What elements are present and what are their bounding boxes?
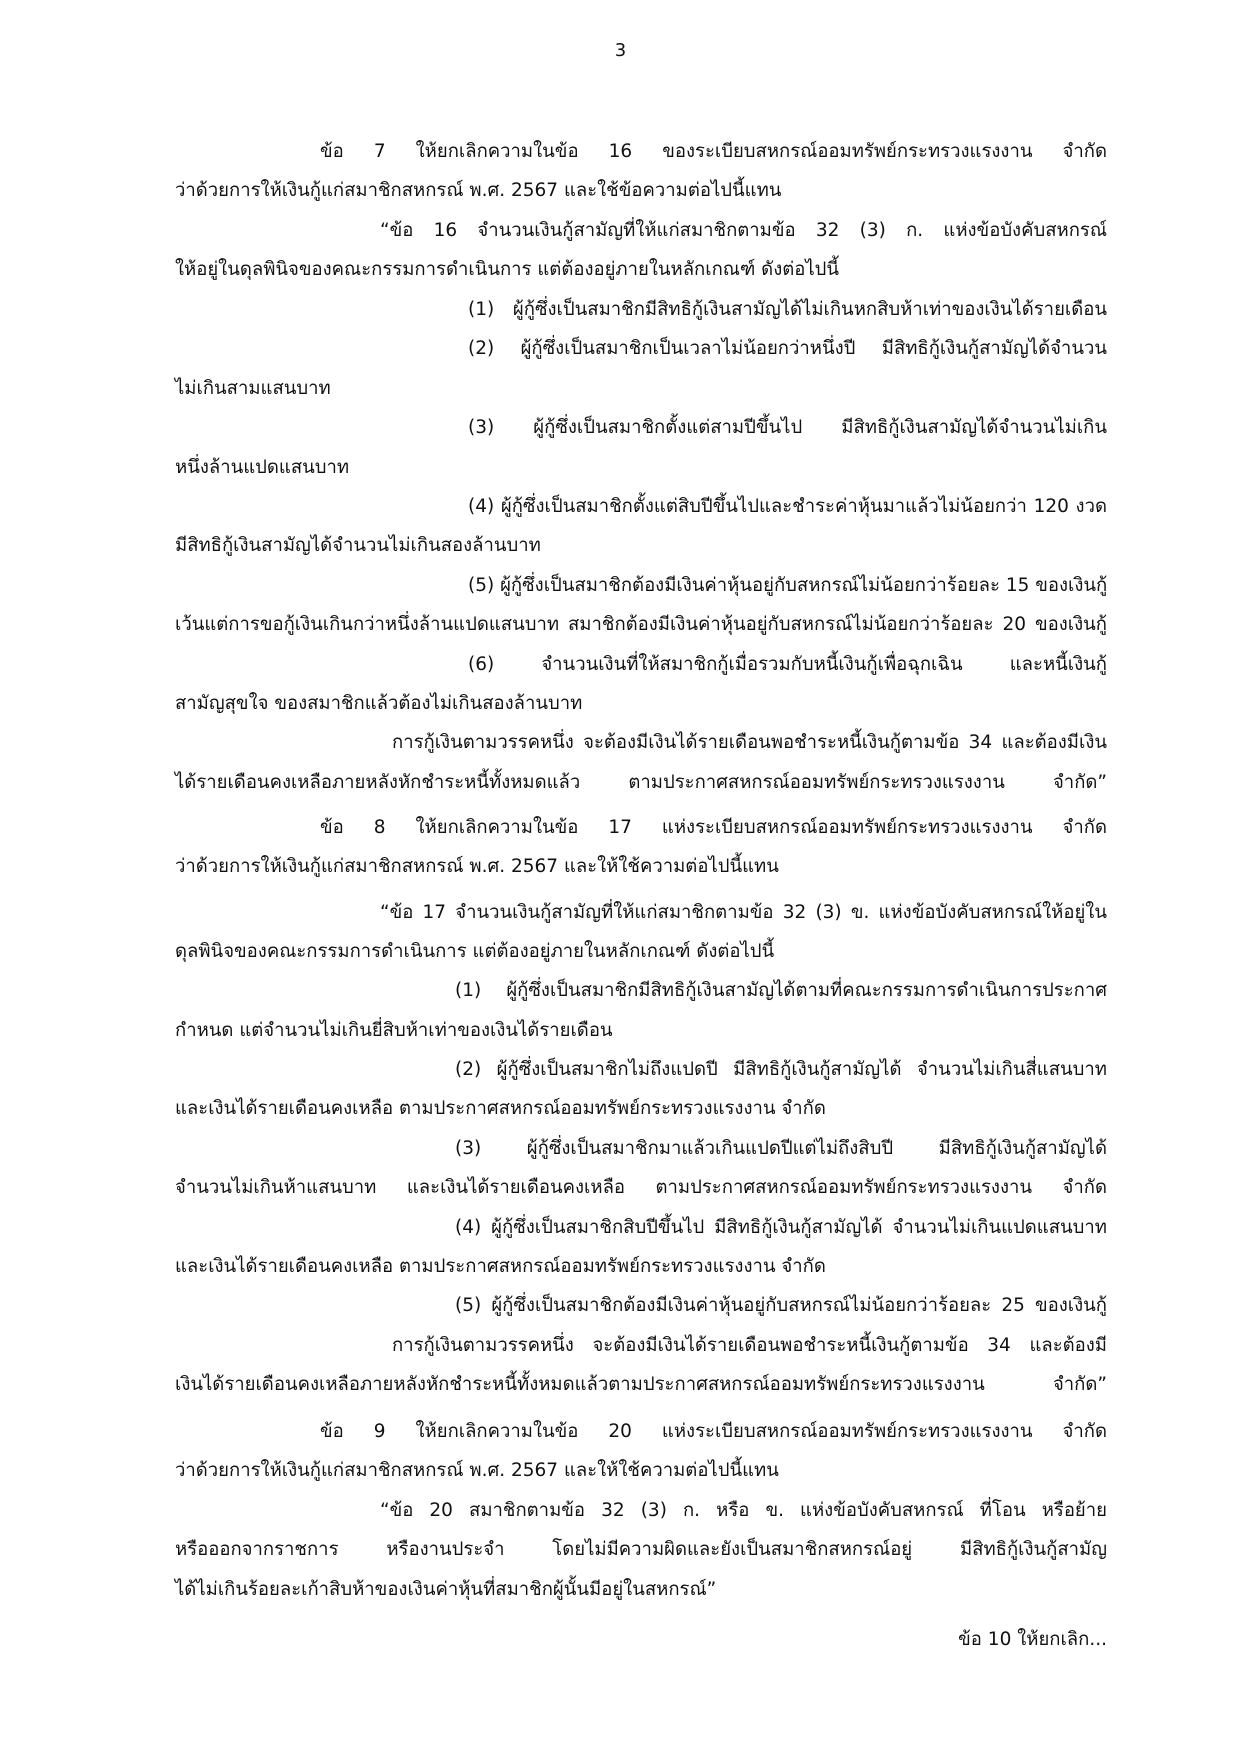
article7-item2-line1: (2) ผู้กู้ซึ่งเป็นสมาชิกเป็นเวลาไม่น้อยกว่าหนึ่งปี มีสิทธิกู้เงินกู้สามัญได้จำนวน xyxy=(468,338,1107,359)
article8-item2-line2: และเงินได้รายเดือนคงเหลือ ตามประกาศสหกรณ์ออมทรัพย์กระทรวงแรงงาน จำกัด xyxy=(175,1098,826,1119)
article7-item4-line1: (4) ผู้กู้ซึ่งเป็นสมาชิกตั้งแต่สิบปีขึ้นไปและชำระค่าหุ้นมาแล้วไม่น้อยกว่า 120 งวด xyxy=(468,496,1107,517)
article9-quote-line1: “ข้อ 20 สมาชิกตามข้อ 32 (3) ก. หรือ ข. แห่งข้อบังคับสหกรณ์ ที่โอน หรือย้าย xyxy=(380,1500,1107,1521)
article7-item4-line2: มีสิทธิกู้เงินสามัญได้จำนวนไม่เกินสองล้านบาท xyxy=(175,535,541,556)
article7-quote-line2: ให้อยู่ในดุลพินิจของคณะกรรมการดำเนินการ แต่ต้องอยู่ภายในหลักเกณฑ์ ดังต่อไปนี้ xyxy=(175,259,840,280)
article9-line2: ว่าด้วยการให้เงินกู้แก่สมาชิกสหกรณ์ พ.ศ. 2567 และให้ใช้ความต่อไปนี้แทน xyxy=(175,1460,779,1481)
article7-item1: (1) ผู้กู้ซึ่งเป็นสมาชิกมีสิทธิกู้เงินสามัญได้ไม่เกินหกสิบห้าเท่าของเงินได้รายเดือน xyxy=(468,299,1107,320)
article8-item1-line2: กำหนด แต่จำนวนไม่เกินยี่สิบห้าเท่าของเงินได้รายเดือน xyxy=(175,1020,613,1041)
article7-item2-line2: ไม่เกินสามแสนบาท xyxy=(175,378,331,399)
page-number: 3 xyxy=(614,40,627,61)
article7-item5-line1: (5) ผู้กู้ซึ่งเป็นสมาชิกต้องมีเงินค่าหุ้นอยู่กับสหกรณ์ไม่น้อยกว่าร้อยละ 15 ของเงินกู้ xyxy=(468,575,1108,596)
article7-tail-line1: การกู้เงินตามวรรคหนึ่ง จะต้องมีเงินได้รายเดือนพอชำระหนี้เงินกู้ตามข้อ 34 และต้องมีเงิน xyxy=(392,732,1107,753)
article7-tail-line2: ได้รายเดือนคงเหลือภายหลังหักชำระหนี้ทั้งหมดแล้ว ตามประกาศสหกรณ์ออมทรัพย์กระทรวงแรงงาน จำกัด” xyxy=(175,772,1107,793)
article7-line2: ว่าด้วยการให้เงินกู้แก่สมาชิกสหกรณ์ พ.ศ. 2567 และใช้ข้อความต่อไปนี้แทน xyxy=(175,180,782,201)
article8-quote-line1: “ข้อ 17 จำนวนเงินกู้สามัญที่ให้แก่สมาชิกตามข้อ 32 (3) ข. แห่งข้อบังคับสหกรณ์ให้อยู่ใน xyxy=(380,902,1107,923)
article7-item6-line1: (6) จำนวนเงินที่ให้สมาชิกกู้เมื่อรวมกับหนี้เงินกู้เพื่อฉุกเฉิน และหนี้เงินกู้ xyxy=(468,654,1107,675)
article9-quote-line3: ได้ไม่เกินร้อยละเก้าสิบห้าของเงินค่าหุ้นที่สมาชิกผู้นั้นมีอยู่ในสหกรณ์” xyxy=(175,1579,717,1600)
article7-quote-line1: “ข้อ 16 จำนวนเงินกู้สามัญที่ให้แก่สมาชิกตามข้อ 32 (3) ก. แห่งข้อบังคับสหกรณ์ xyxy=(380,220,1107,241)
article8-item4-line2: และเงินได้รายเดือนคงเหลือ ตามประกาศสหกรณ์ออมทรัพย์กระทรวงแรงงาน จำกัด xyxy=(175,1256,826,1277)
article7-line1: ข้อ 7 ให้ยกเลิกความในข้อ 16 ของระเบียบสหกรณ์ออมทรัพย์กระทรวงแรงงาน จำกัด xyxy=(320,141,1107,162)
article8-item5: (5) ผู้กู้ซึ่งเป็นสมาชิกต้องมีเงินค่าหุ้นอยู่กับสหกรณ์ไม่น้อยกว่าร้อยละ 25 ของเงินกู้ xyxy=(455,1295,1107,1316)
article7-item3-line2: หนึ่งล้านแปดแสนบาท xyxy=(175,457,350,478)
article9-quote-line2: หรือออกจากราชการ หรืองานประจำ โดยไม่มีความผิดและยังเป็นสมาชิกสหกรณ์อยู่ มีสิทธิกู้เงินกู้สามัญ xyxy=(175,1539,1107,1560)
article9-line1: ข้อ 9 ให้ยกเลิกความในข้อ 20 แห่งระเบียบสหกรณ์ออมทรัพย์กระทรวงแรงงาน จำกัด xyxy=(320,1421,1107,1442)
article8-item4-line1: (4) ผู้กู้ซึ่งเป็นสมาชิกสิบปีขึ้นไป มีสิทธิกู้เงินกู้สามัญได้ จำนวนไม่เกินแปดแสนบาท xyxy=(455,1217,1107,1238)
article8-quote-line2: ดุลพินิจของคณะกรรมการดำเนินการ แต่ต้องอยู่ภายในหลักเกณฑ์ ดังต่อไปนี้ xyxy=(175,941,775,962)
article8-tail-line1: การกู้เงินตามวรรคหนึ่ง จะต้องมีเงินได้รายเดือนพอชำระหนี้เงินกู้ตามข้อ 34 และต้องมี xyxy=(392,1335,1107,1356)
article8-item3-line2: จำนวนไม่เกินห้าแสนบาท และเงินได้รายเดือนคงเหลือ ตามประกาศสหกรณ์ออมทรัพย์กระทรวงแรงงาน จำกัด xyxy=(175,1177,1107,1198)
article7-item3-line1: (3) ผู้กู้ซึ่งเป็นสมาชิกตั้งแต่สามปีขึ้นไป มีสิทธิกู้เงินสามัญได้จำนวนไม่เกิน xyxy=(468,417,1107,438)
continuation-marker: ข้อ 10 ให้ยกเลิก... xyxy=(958,1629,1107,1650)
article8-line1: ข้อ 8 ให้ยกเลิกความในข้อ 17 แห่งระเบียบสหกรณ์ออมทรัพย์กระทรวงแรงงาน จำกัด xyxy=(320,817,1107,838)
article8-item3-line1: (3) ผู้กู้ซึ่งเป็นสมาชิกมาแล้วเกินแปดปีแต่ไม่ถึงสิบปี มีสิทธิกู้เงินกู้สามัญได้ xyxy=(455,1138,1107,1159)
article7-item5-line2: เว้นแต่การขอกู้เงินเกินกว่าหนึ่งล้านแปดแสนบาท สมาชิกต้องมีเงินค่าหุ้นอยู่กับสหกรณ์ไม่น้อยกว่าร้อยละ 20 ของเงินกู้ xyxy=(175,614,1107,635)
article7-item6-line2: สามัญสุขใจ ของสมาชิกแล้วต้องไม่เกินสองล้านบาท xyxy=(175,693,583,714)
article8-item2-line1: (2) ผู้กู้ซึ่งเป็นสมาชิกไม่ถึงแปดปี มีสิทธิกู้เงินกู้สามัญได้ จำนวนไม่เกินสี่แสนบาท xyxy=(455,1059,1107,1080)
article8-item1-line1: (1) ผู้กู้ซึ่งเป็นสมาชิกมีสิทธิกู้เงินสามัญได้ตามที่คณะกรรมการดำเนินการประกาศ xyxy=(455,980,1107,1001)
article8-tail-line2: เงินได้รายเดือนคงเหลือภายหลังหักชำระหนี้ทั้งหมดแล้วตามประกาศสหกรณ์ออมทรัพย์กระทรวงแรงงาน จำกัด” xyxy=(175,1374,1107,1395)
article8-line2: ว่าด้วยการให้เงินกู้แก่สมาชิกสหกรณ์ พ.ศ. 2567 และให้ใช้ความต่อไปนี้แทน xyxy=(175,856,779,877)
